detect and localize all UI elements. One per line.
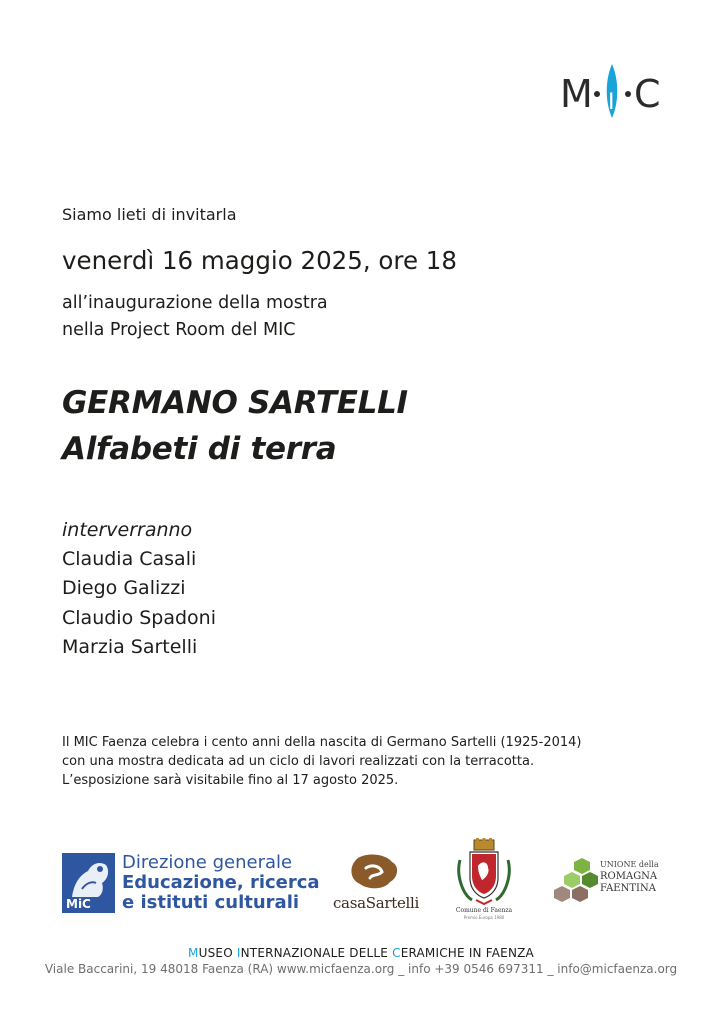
event-date: venerdì 16 maggio 2025, ore 18 — [62, 246, 457, 275]
logo-dot — [594, 91, 600, 97]
logo-letter-m: M — [560, 72, 593, 116]
ministry-statue-icon — [62, 853, 115, 901]
hexagon-cluster-icon — [552, 856, 598, 908]
description-line-3: L’esposizione sarà visitabile fino al 17 agosto 2025. — [62, 773, 399, 788]
description-line-1: Il MIC Faenza celebra i cento anni della nascita di Germano Sartelli (1925-2014) — [62, 735, 582, 750]
museum-word: NTERNAZIONALE DELLE — [240, 946, 393, 960]
unione-romagna-faentina-logo — [552, 856, 670, 908]
logo-letter-i: I — [608, 90, 615, 115]
speaker-name: Marzia Sartelli — [62, 636, 198, 658]
city-crest-icon — [452, 838, 516, 906]
direzione-line-1: Direzione generale — [122, 852, 293, 873]
unione-line-3: FAENTINA — [600, 883, 656, 894]
comune-caption: Comune di Faenza — [455, 907, 513, 914]
museum-initial: I — [236, 946, 241, 960]
casa-sartelli-logo — [328, 852, 424, 914]
logo-dot — [625, 91, 631, 97]
logo-letter-c: C — [634, 72, 661, 116]
ministry-emblem-label: MiC — [66, 897, 91, 911]
ministry-emblem — [62, 853, 115, 913]
comune-faenza-crest — [452, 838, 516, 924]
invite-line-1: all’inaugurazione della mostra — [62, 293, 328, 313]
footer-address: Viale Baccarini, 19 48018 Faenza (RA) www.micfaenza.org _ info +39 0546 697311 _ info@micfaenza.org — [44, 962, 678, 976]
museum-initial: C — [392, 946, 401, 960]
speaker-name: Claudia Casali — [62, 548, 197, 570]
invite-line-2: nella Project Room del MIC — [62, 320, 296, 340]
invite-intro: Siamo lieti di invitarla — [62, 205, 237, 224]
speaker-name: Diego Galizzi — [62, 577, 186, 599]
comune-subcaption: Premio Europa 1980 — [463, 915, 505, 920]
casa-sartelli-wordmark: casaSartelli — [332, 894, 420, 912]
museum-initial: M — [188, 946, 199, 960]
casa-sartelli-mark-icon — [328, 852, 424, 894]
unione-line-2: ROMAGNA — [600, 871, 658, 882]
speaker-name: Claudio Spadoni — [62, 607, 217, 629]
mic-logo — [560, 64, 664, 118]
direzione-generale-logo — [62, 852, 320, 913]
speakers-label: interverranno — [62, 519, 193, 541]
museum-name — [0, 946, 722, 961]
museum-word: ERAMICHE IN FAENZA — [400, 946, 534, 960]
direzione-line-2: Educazione, ricerca — [122, 872, 320, 893]
description-line-2: con una mostra dedicata ad un ciclo di lavori realizzati con la terracotta. — [62, 754, 535, 769]
artist-name: GERMANO SARTELLI — [62, 385, 408, 421]
direzione-line-3: e istituti culturali — [122, 892, 300, 913]
exhibition-title: Alfabeti di terra — [62, 431, 337, 467]
museum-word: USEO — [198, 946, 237, 960]
unione-line-1: UNIONE della — [600, 860, 659, 869]
